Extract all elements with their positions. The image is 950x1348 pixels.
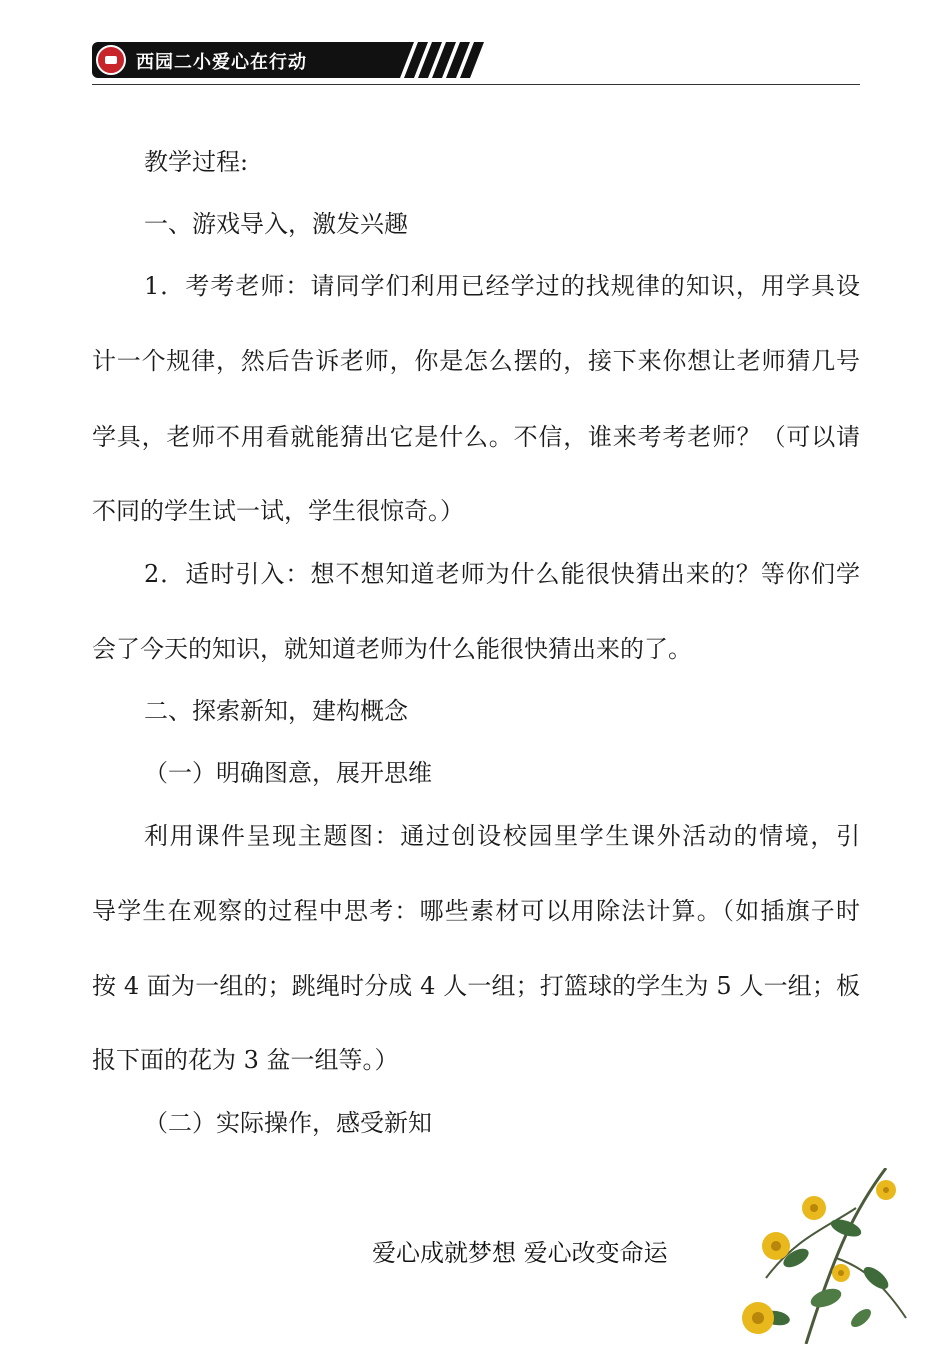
text-line: 会了今天的知识，就知道老师为什么能很快猜出来的了。	[92, 635, 692, 663]
text-line: 按 4 面为一组的；跳绳时分成 4 人一组；打篮球的学生为 5 人一组；板	[92, 972, 860, 1000]
text-line: （二）实际操作，感受新知	[144, 1109, 432, 1137]
header-divider	[92, 84, 860, 85]
text-line: 二、探索新知，建构概念	[144, 697, 408, 725]
header-banner-text: 西园二小爱心在行动	[136, 52, 307, 73]
page-header	[92, 40, 860, 88]
banner-stripes	[392, 42, 488, 78]
text-line: 报下面的花为 3 盆一组等。）	[92, 1046, 399, 1074]
text-line: 学具，老师不用看就能猜出它是什么。不信，谁来考考老师？（可以请	[92, 423, 860, 451]
text-line: 计一个规律，然后告诉老师，你是怎么摆的，接下来你想让老师猜几号	[92, 347, 860, 375]
text-line: 2．适时引入：想不想知道老师为什么能很快猜出来的？等你们学	[144, 560, 860, 588]
school-logo-icon	[96, 45, 126, 75]
chrysanthemum-icon	[736, 1168, 912, 1344]
text-line: 1．考考老师：请同学们利用已经学过的找规律的知识，用学具设	[144, 272, 860, 300]
footer-slogan: 爱心成就梦想 爱心改变命运	[372, 1239, 668, 1267]
text-line: 导学生在观察的过程中思考：哪些素材可以用除法计算。（如插旗子时	[92, 897, 860, 925]
text-line: 不同的学生试一试，学生很惊奇。）	[92, 497, 464, 525]
text-line: 一、游戏导入，激发兴趣	[144, 210, 408, 238]
header-banner	[92, 42, 392, 78]
text-line: （一）明确图意，展开思维	[144, 759, 432, 787]
text-line: 教学过程:	[144, 148, 249, 176]
text-line: 利用课件呈现主题图：通过创设校园里学生课外活动的情境，引	[144, 822, 860, 850]
